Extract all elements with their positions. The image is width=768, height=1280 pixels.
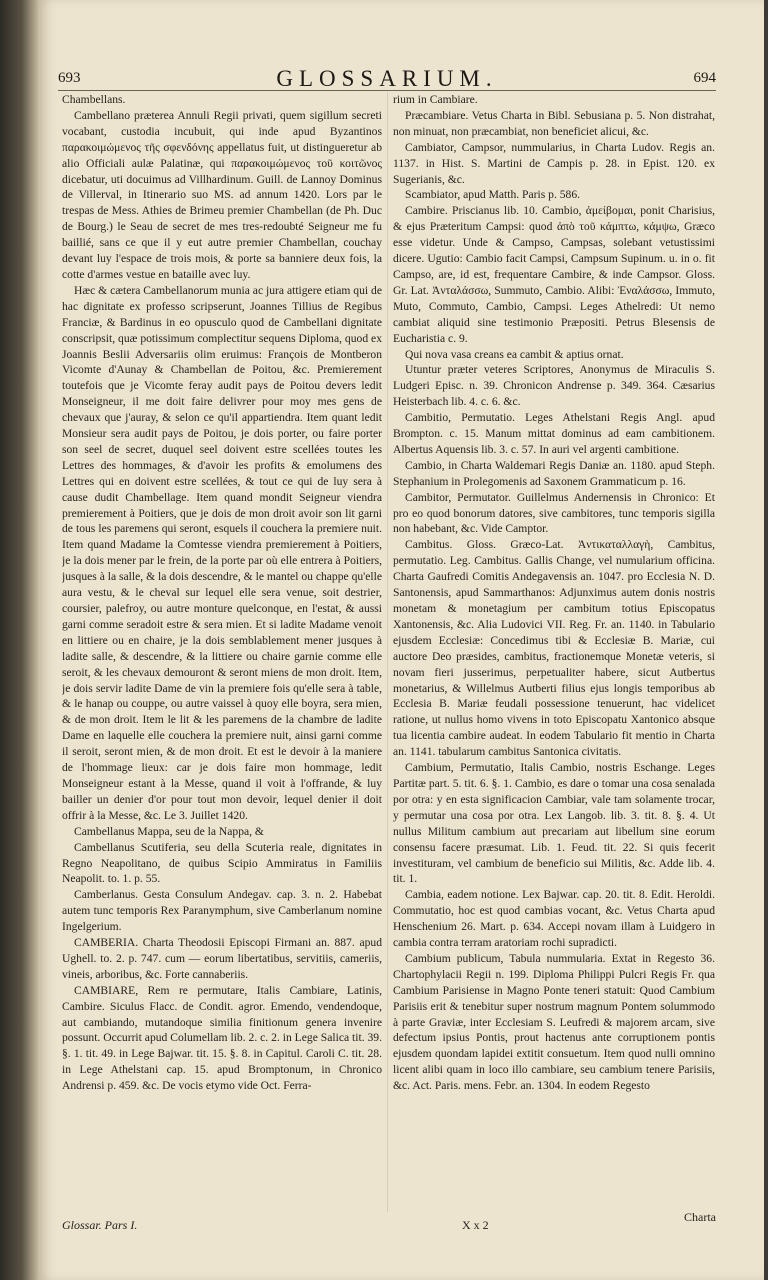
paragraph: rium in Cambiare. [393,93,478,106]
paragraph: Hæc & cætera Cambellanorum munia ac jura attigere etiam qui de hac dignitate ex professo scripserunt, Joannes Tillius de Regibus Franciæ, & Bardinus in eo opusculo quod de Cambellani dignitate conscripsit, quæ potissimum complectitur sequens Diploma, quod ex Joannis Beslii Adversariis olim eruimus: François de Montberon Vicomte d'Aunay & Chambellan de Poitou, &c. Premierement toutefois que je Vicomte feray audit pays de Poitou devers ledit Monseigneur, il me doit faire delivrer pour moy mes gens de chevaux que j'auray, & selon ce qu'il appartiendra. Item quant ledit Monsieur sera audit pays de Poitou, je dois porter, ou faire porter son seel de secret, duquel seel doivent estre scellées toutes les Lettres des hommages, & d'avoir les profits & emolumens des Lettres qui en doivent estre scellées, & tout ce qui de luy sera à cause dudit Chambellage. Item quand mondit Seigneur viendra premierement à Poitiers, que je dois de mon droit avoir son lit garni de tous les paremens qui seront, esquels il couchera la premiere nuit. Item quand Madame la Comtesse viendra premierement à Poitiers, je la dois mener par le frein, de la porte par où elle entrera à Poitiers, jusques à la salle, & la dois descendre, & le mantel ou chappe qu'elle aura vestu, & le cheval sur lequel elle sera venue, soit destrier, coursier, palefroy, ou autre monture quelconque, en l'estat, & aussi garni comme seradoit estre & sera mien. Et si ladite Madame venoit en littiere ou en chaire, je la dois semblablement mener jusques à ladite salle, & descendre, & la littiere ou chaire garnie comme elle seroit, & les chevaux demouront & seront miens de mon droit. Item, je dois servir ladite Dame de vin la premiere fois qu'elle sera à table, & le hanap ou couppe, ou autre vaissel à quoy elle boyra, sera mien, & de mon droit. Item le lit & les paremens de la chambre de ladite Dame en laquelle elle couchera la premiere nuit, ainsi garni comme il seroit, seront mien, & de mon droit. Et est le devoir à la maniere de l'hommage lieux: car je dois faire mon hommage, ledit Monseigneur estant à la Messe, quand il voit à l'offrande, & luy bailler un denier d'or pour tout mon devoir, lequel denier il doit offrir à la Messe, &c. Le 3. Juillet 1420. [62,283,382,822]
left-column [62,92,382,1212]
paragraph: CAMBERIA. Charta Theodosii Episcopi Firmani an. 887. apud Ughell. to. 2. p. 747. cum — eorum libertatibus, servitiis, cameriis, vineis, arboribus, &c. Forte cannaberiis. [62,936,382,981]
paragraph: Chambellans. [62,93,126,106]
paragraph: Cambire. Priscianus lib. 10. Cambio, ἀμείβομαι, ponit Charisius, & ejus Præteritum Campsi: quod ἀπὸ τοῦ κάμπτω, κάμψω, Græco esse videtur. Unde & Campso, Campsas, solebant vetustissimi dicere. Ugutio: Cambio facit Campsi, Campsum Supinum. u. in o. fit Campso, are, id est, frequentare Cambire, & inde Campsor. Gloss. Gr. Lat. Ἀνταλάσσω, Summuto, Cambio. Alibi: Ἐναλάσσω, Immuto, Muto, Commuto, Cambio, Campsi. Leges Athelredi: Ut nemo cambiat aliquid sine testimonio Præpositi. Petrus Blesensis de Eucharistia c. 9. [393,204,715,345]
paragraph: Cambellanus Mappa, seu de la Nappa, & [74,824,264,838]
paragraph: CAMBIARE, Rem re permutare, Italis Cambiare, Latinis, Cambire. Siculus Flacc. de Condit. agror. Emendo, vendendoque, aut cambiando, mutandoque similia finitionum genera invenire possunt. Occurrit apud Columellam lib. 2. c. 2. in Lege Salica tit. 39. §. 1. tit. 49. in Lege Bajwar. tit. 15. §. 8. in Capitul. Caroli C. tit. 28. in Lege Athelstani cap. 15. apud Bromptonum, in Chronico Andrensi p. 459. &c. De vocis etymo vide Oct. Ferra- [62,983,382,1093]
paragraph: Præcambiare. Vetus Charta in Bibl. Sebusiana p. 5. Non distrahat, non minuat, non præcambiat, non beneficiet alicui, &c. [393,108,715,138]
paragraph: Cambitus. Gloss. Græco-Lat. Ἀντικαταλλαγὴ, Cambitus, permutatio. Leg. Cambitus. Gallis Change, vel numularium officina. Charta Gaufredi Comitis Andegavensis an. 1047. pro Ecclesia N. D. Santonensis, apud Sammarthanos: Adjunximus autem donis nostris monetam & monetagium per cambitum totius Episcopatus Xantonensis, &c. Alia Ludovici VII. Reg. Fr. an. 1140. in Tabulario ejusdem Ecclesiæ: Concedimus tibi & Ecclesiæ B. Mariæ, cui auctore Deo præsides, cambitus, fractionemque Monetæ veteris, si novam fieri jusserimus, perpetualiter habere, sicut Autbertus monetarius, & Willelmus Autberti filius ejus longis temporibus ab Ecclesia B. Mariæ feudali possessione tenuerunt, hac videlicet ratione, ut nullus homo vivens in toto Episcopatu Xantonico absque tua licentia cambire audeat. In eodem Tabulario fit mentio in Charta an. 1141. tabularum cambitus Santonica civitatis. [393,538,715,759]
running-title: GLOSSARIUM. [276,66,498,91]
paragraph: Cambium, Permutatio, Italis Cambio, nostris Eschange. Leges Partitæ part. 5. tit. 6. §. 1. Cambio, es dare o tomar una cosa senalada por otra: y en esta significacion Cambiar, vale tam solamente trocar, y permutar una cosa por otra. Lex Langob. lib. 3. tit. 8. §. 4. Ut nullus Militum cambium aut precariam aut libellum sine eorum consensu facere præsumat. Lib. 1. Feud. tit. 22. Si quis fecerit investituram, vel cambium de beneficio sui Militis, &c. Adde lib. 4. tit. 1. [393,761,715,886]
paragraph: Cambitio, Permutatio. Leges Athelstani Regis Angl. apud Brompton. c. 15. Manum mittat dominus ad eam cambitionem. Albertus Aquensis lib. 3. c. 57. In auri vel argenti cambitione. [393,411,715,456]
paragraph: Cambellano præterea Annuli Regii privati, quem sigillum secreti vocabant, custodia incubuit, qui inde apud Byzantinos παρακοιμώμενος τῆς σφενδόνης appellatus fuit, ut distingueretur ab alio Officiali aulæ Palatinæ, qui παρακοιμώμενος τοῦ κοιτῶνος dicebatur, uti docuimus ad Villhardinum. Guill. de Lannoy Dominus de Villerval, in Itinerario suo MS. ad annum 1420. Lors par le trespas de Mess. Athies de Brimeu premier Chambellan (de Ph. Duc de Bourg.) le Seau de secret de mes tres-redoubté Seigneur me fu baillié, sans ce que il y eut autre premier Chambellan, couchay devant luy l'espace de trois mois, & porte sa banniere deux fois, la cotte d'armes vestue en bataille avec luy. [62,108,382,281]
book-gutter [0,0,40,1280]
paragraph: Cambitor, Permutator. Guillelmus Andernensis in Chronico: Et pro eo quod bonorum datores, sive cambitores, tunc temporis sigilla non habebant, &c. Vide Camptor. [393,490,715,536]
signature-mark: X x 2 [462,1218,489,1232]
header-rule [58,90,716,91]
paragraph: Cambiator, Campsor, nummularius, in Charta Ludov. Regis an. 1137. in Hist. S. Martini de Campis p. 28. in Epist. 120. ex Sugerianis, &c. [393,140,715,186]
paragraph: Cambium publicum, Tabula nummularia. Extat in Regesto 36. Chartophylacii Regii n. 199. Diploma Philippi Pulcri Regis Fr. qua Cambium Parisiense in Magno Ponte teneri statuit: Quod Cambium Parisiis erit & tenebitur super nostrum magnum Pontem solummodo à parte Graviæ, inter Ecclesiam S. Leufredi & majorem arcam, sive defectum ipsius Pontis, prout hactenus ante corruptionem pontis ejusdem quondam lapidei extitit consuetum. Item quod nulli omnino licent alibi quam in loco illo cambiare, seu cambium tenere Parisiis, &c. Act. Paris. mens. Febr. an. 1304. In eodem Regesto [393,951,715,1093]
signature-line: Glossar. Pars I. [62,1218,138,1232]
column-divider [387,92,388,1212]
page-footer [62,1210,716,1250]
paragraph: Cambellanus Scutiferia, seu della Scuteria reale, dignitates in Regno Neapolitano, de quibus Scipio Ammiratus in Familiis Neapolit. to. 1. p. 55. [62,840,382,886]
right-column [393,92,715,1212]
paragraph: Scambiator, apud Matth. Paris p. 586. [405,188,581,202]
paragraph: Utuntur præter veteres Scriptores, Anonymus de Miraculis S. Ludgeri Episc. n. 39. Chronicon Andrense p. 349. 364. Cæsarius Heisterbach lib. 4. c. 6. &c. [393,363,715,409]
paragraph: Qui nova vasa creans ea cambit & aptius ornat. [405,347,624,361]
page-number-left: 693 [58,70,81,86]
paragraph: Camberlanus. Gesta Consulum Andegav. cap. 3. n. 2. Habebat autem tunc temporis Rex Paranymphum, sive Camberlanum nomine Ingelgerium. [62,888,382,934]
paragraph: Cambio, in Charta Waldemari Regis Daniæ an. 1180. apud Steph. Stephanium in Prolegomenis ad Saxonem Grammaticum p. 16. [393,458,715,488]
page-number-right: 694 [693,70,716,86]
catchword: Charta [684,1210,716,1224]
paragraph: Cambia, eadem notione. Lex Bajwar. cap. 20. tit. 8. Edit. Heroldi. Commutatio, hoc est quod cambias vocant, &c. Vetus Charta apud Henschenium 26. Mart. p. 634. Accepi novam illam à Luidgero in cambia contra terram aratoriam rochi supradicti. [393,888,715,950]
